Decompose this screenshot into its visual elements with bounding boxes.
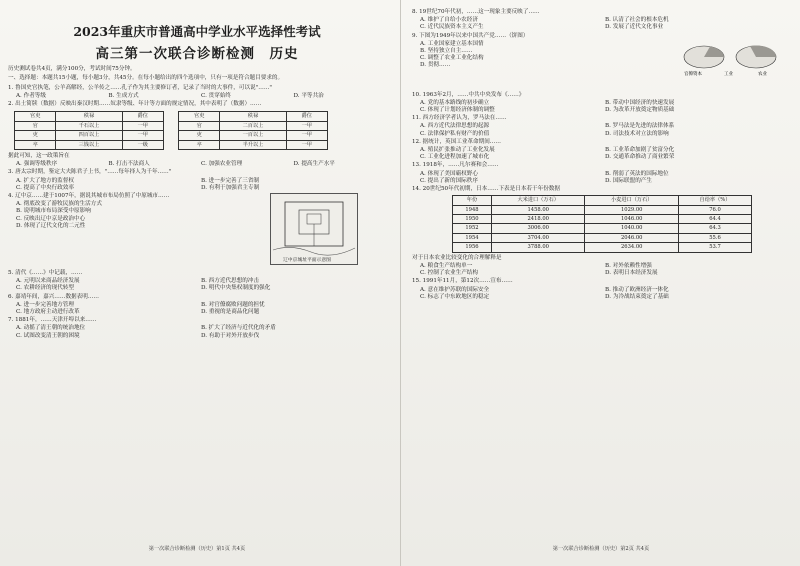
table-left — [14, 111, 164, 150]
option: A. 进一步完善地方管理 — [16, 301, 74, 308]
table-cell: 一百以上 — [220, 131, 286, 140]
option: B. 说明城市布局深受中原影响 — [16, 208, 91, 215]
question-8-options — [420, 17, 790, 31]
option: A. 强调等级秩序 — [16, 161, 58, 168]
option: D. 交通革命推动了商业繁荣 — [605, 154, 675, 161]
option: C. 反映出辽中京是政治中心 — [16, 215, 86, 222]
question-5: 5. 清代《……》中记载，…… — [8, 270, 83, 277]
table-header: 大米进口（万石） — [491, 196, 585, 205]
option: B. 罗马法是先进的法律体系 — [605, 123, 675, 130]
option: C. 试图改变清王朝的困境 — [16, 332, 80, 339]
option: D. 有利于加强君主专制 — [201, 184, 260, 191]
question-11: 11. 西方经济学者认为，罗马法在…… — [412, 115, 507, 122]
option: A. 西方近代法律思想的起源 — [420, 123, 490, 130]
table-cell: 一甲 — [286, 140, 327, 149]
question-12: 12. 据统计，英国工业革命期间…… — [412, 138, 501, 145]
table-row — [15, 131, 164, 140]
question-7-options — [16, 325, 386, 339]
option: D. 为冷战结束奠定了基础 — [605, 293, 669, 300]
table-header: 秩禄 — [220, 112, 286, 121]
table-row — [15, 140, 164, 149]
table-cell: 一甲 — [286, 121, 327, 130]
table-row — [453, 215, 752, 224]
question-13: 13. 1918年，……凡尔赛和会…… — [412, 162, 499, 169]
option: D. 司法技术对立法的影响 — [605, 130, 669, 137]
question-6-options — [16, 302, 386, 316]
option: D. 发展了近代文化事业 — [605, 24, 664, 31]
option: A. 维护了自给小农经济 — [420, 17, 478, 24]
table-cell: 官 — [15, 121, 56, 130]
question-10-options — [420, 100, 790, 114]
table-cell: 64.4 — [678, 215, 751, 224]
option: D. 贯彻…… — [420, 62, 451, 69]
page-footer: 第一次联合诊断检测（历史）第2页 共4页 — [552, 546, 650, 552]
page-footer: 第一次联合诊断检测（历史）第1页 共4页 — [148, 546, 246, 552]
option: B. 对官僚腐败问题的担忧 — [201, 301, 265, 308]
question-1-options — [16, 93, 386, 100]
table-row — [453, 233, 752, 242]
option: B. 进一步完善了三省制 — [201, 177, 260, 184]
question-3-options — [16, 178, 386, 192]
section-heading: 一、选择题：本题共15小题，每小题3分，共45分。在每小题给出的四个选项中，只有一项是符合题目要求的。 — [8, 75, 284, 82]
question-9: 9. 下图为1949年以来中国共产党……（饼图） — [412, 32, 529, 39]
table-cell: 卒 — [179, 140, 220, 149]
city-map — [270, 193, 358, 265]
option: C. 贯穿始终 — [201, 93, 232, 100]
option: B. 工业革命加剧了贫富分化 — [605, 147, 675, 154]
option: C. 地方政府主动进行改革 — [16, 309, 80, 316]
right-page — [412, 8, 790, 556]
question-9-options — [420, 41, 662, 70]
table-header: 自给率（%） — [678, 196, 751, 205]
option: C. 近代民族资本主义产生 — [420, 24, 484, 31]
question-7: 7. 1881年，……天津开埠以来…… — [8, 317, 97, 324]
page-divider — [400, 0, 401, 566]
table-cell: 一甲 — [286, 131, 327, 140]
table-cell: 1029.00 — [585, 205, 679, 214]
pie-label: 农业 — [758, 71, 767, 77]
question-2: 2. 出土简牍（数据）反映出秦汉时期……奴隶等级、年计等方面的规定情况，其中表明了（数据）…… — [8, 101, 262, 108]
question-2-tail: 据此可知，这一政策旨在 — [8, 153, 70, 160]
option: B. 生成方式 — [108, 93, 139, 100]
option: C. 法律保护私有财产的价值 — [420, 130, 490, 137]
table-cell: 吏 — [179, 131, 220, 140]
option: D. 为改革开放奠定物质基础 — [605, 107, 675, 114]
table-cell: 2634.00 — [585, 243, 679, 252]
table-cell: 3704.00 — [491, 233, 585, 242]
table-cell: 吏 — [15, 131, 56, 140]
option: A. 动摇了清王朝的统治地位 — [16, 325, 86, 332]
table-cell: 53.7 — [678, 243, 751, 252]
option: D. 有助于对外开放步伐 — [201, 332, 260, 339]
table-header: 年份 — [453, 196, 492, 205]
exam-subtitle: 高三第一次联合诊断检测 历史 — [95, 46, 299, 62]
question-14-table — [452, 195, 752, 252]
question-15-options — [420, 287, 790, 301]
question-4-block — [8, 193, 386, 269]
question-10: 10. 1963年2月，……中共中央发布《……》 — [412, 91, 525, 98]
question-1: 1. 鲁国史官执笔，公羊高解经，公羊传之……孔子作为其主要修订者，记录了当时的大事件，可以说"……" — [8, 84, 272, 91]
option: A. 扩大了地方的监督权 — [16, 177, 74, 184]
table-cell: 一级 — [122, 140, 163, 149]
table-cell: 一甲 — [122, 131, 163, 140]
pie-label: 官僚资本 — [684, 71, 702, 77]
question-2-tables — [8, 109, 386, 152]
table-cell: 1040.00 — [585, 224, 679, 233]
option: B. 带动中国经济的快速发展 — [605, 99, 675, 106]
pie-label: 工业 — [724, 71, 733, 77]
option: D. 国际联盟的产生 — [605, 177, 652, 184]
exam-title: 2023年重庆市普通高中学业水平选择性考试 — [73, 24, 321, 39]
option: B. 认清了社会的根本危机 — [605, 17, 669, 24]
option: A. 工业国家建立基本国情 — [420, 40, 484, 47]
table-row — [453, 205, 752, 214]
option: B. 扩大了经济与近代化的矛盾 — [201, 325, 276, 332]
table-right — [178, 111, 328, 150]
option: D. 表明日本经济发展 — [605, 270, 658, 277]
option: C. 加强农业管理 — [201, 161, 243, 168]
option: C. 工业化进程加速了城市化 — [420, 154, 490, 161]
question-9-block — [412, 33, 790, 91]
option: C. 农耕经济的现代转型 — [16, 285, 74, 292]
option: D. 平等共治 — [293, 93, 324, 100]
table-header: 爵位 — [122, 112, 163, 121]
option: A. 粮食生产结构单一 — [420, 262, 473, 269]
table-cell: 2046.00 — [585, 233, 679, 242]
option: A. 元明以来商品经济发展 — [16, 278, 80, 285]
option: A. 彻底改变了游牧民族的生活方式 — [16, 201, 102, 208]
question-14-tail: 对于日本农业比较变化的合理解释是 — [412, 254, 502, 261]
option: A. 殖民扩张推动了工业化发展 — [420, 147, 495, 154]
table-cell: 千石以上 — [56, 121, 122, 130]
table-cell: 官 — [179, 121, 220, 130]
city-map-drawing — [271, 194, 357, 256]
table-cell: 1952 — [453, 224, 492, 233]
question-15: 15. 1991年11月，第12次……宣布…… — [412, 278, 513, 285]
table-cell: 1458.00 — [491, 205, 585, 214]
question-6: 6. 嘉靖年间，嘉兴……数据表明…… — [8, 293, 100, 300]
option: B. 削弱了英法的国际地位 — [605, 170, 669, 177]
table-header: 官吏 — [179, 112, 220, 121]
table-cell: 1956 — [453, 243, 492, 252]
table-cell: 3788.00 — [491, 243, 585, 252]
option: A. 党的基本路线的初步确立 — [420, 99, 490, 106]
exam-note: 历史测试卷共4页，满分100分，考试时间75分钟。 — [8, 66, 136, 72]
table-cell: 1950 — [453, 215, 492, 224]
table-row — [179, 140, 328, 149]
left-page — [8, 8, 386, 556]
question-2-options — [16, 161, 386, 168]
table-cell: 三钱以上 — [56, 140, 122, 149]
option: D. 体现了辽代文化的二元性 — [16, 222, 86, 229]
table-row — [15, 121, 164, 130]
question-12-options — [420, 147, 790, 161]
table-cell: 64.3 — [678, 224, 751, 233]
table-cell: 1954 — [453, 233, 492, 242]
table-header: 官吏 — [15, 112, 56, 121]
table-cell: 1046.00 — [585, 215, 679, 224]
table-cell: 卒 — [15, 140, 56, 149]
option: C. 提高了中央行政效率 — [16, 184, 74, 191]
option: C. 控制了农业生产结构 — [420, 270, 478, 277]
table-cell: 1948 — [453, 205, 492, 214]
option: B. 坚持独立自主…… — [420, 48, 473, 55]
table-header: 小麦进口（万石） — [585, 196, 679, 205]
option: C. 标志了中东欧地区的稳定 — [420, 293, 490, 300]
question-3: 3. 唐太宗时期，鉴定大夫陈君子上书，"……每年择人为千年……" — [8, 169, 172, 176]
question-13-options — [420, 171, 790, 185]
table-cell: 55.6 — [678, 233, 751, 242]
question-5-options — [16, 278, 386, 292]
question-14-options — [420, 263, 790, 277]
option: A. 作者等级 — [16, 93, 46, 100]
option: D. 重视的是商品化问题 — [201, 309, 260, 316]
pie-charts — [680, 37, 784, 77]
question-8: 8. 19世纪70年代初，……这一现象主要反映了…… — [412, 9, 540, 15]
table-row — [453, 224, 752, 233]
option: C. 提出了新的国际秩序 — [420, 177, 478, 184]
option: B. 推动了欧洲经济一体化 — [605, 286, 669, 293]
table-row — [179, 131, 328, 140]
option: C. 体现了计划经济体制的调整 — [420, 107, 495, 114]
question-4-options — [16, 201, 248, 230]
map-caption: 辽中京城址平面示意图 — [283, 258, 331, 264]
table-header: 秩禄 — [56, 112, 122, 121]
option: D. 提高生产水平 — [293, 161, 335, 168]
option: D. 明代中央集权制度的强化 — [201, 285, 271, 292]
option: B. 对外依赖性增强 — [605, 262, 652, 269]
table-cell: 76.0 — [678, 205, 751, 214]
table-header: 爵位 — [286, 112, 327, 121]
table-cell: 2418.00 — [491, 215, 585, 224]
table-cell: 一甲 — [122, 121, 163, 130]
table-cell: 四百以上 — [56, 131, 122, 140]
question-11-options — [420, 123, 790, 137]
option: B. 打击不法商人 — [108, 161, 150, 168]
option: A. 意在维护苏联的国际安全 — [420, 286, 490, 293]
question-4: 4. 辽中京……建于1007年，据说其城市布局仿照了中原城市…… — [8, 193, 170, 200]
question-14: 14. 20世纪50年代初期，日本……下表是日本若干年份数据 — [412, 186, 560, 193]
option: B. 西方近代思想的冲击 — [201, 278, 260, 285]
table-cell: 半升以上 — [220, 140, 286, 149]
table-row — [179, 121, 328, 130]
table-cell: 3006.00 — [491, 224, 585, 233]
table-cell: 二百以上 — [220, 121, 286, 130]
table-row — [453, 243, 752, 252]
option: A. 体现了美国霸权野心 — [420, 170, 478, 177]
option: C. 调整了农业工业化结构 — [420, 55, 484, 62]
